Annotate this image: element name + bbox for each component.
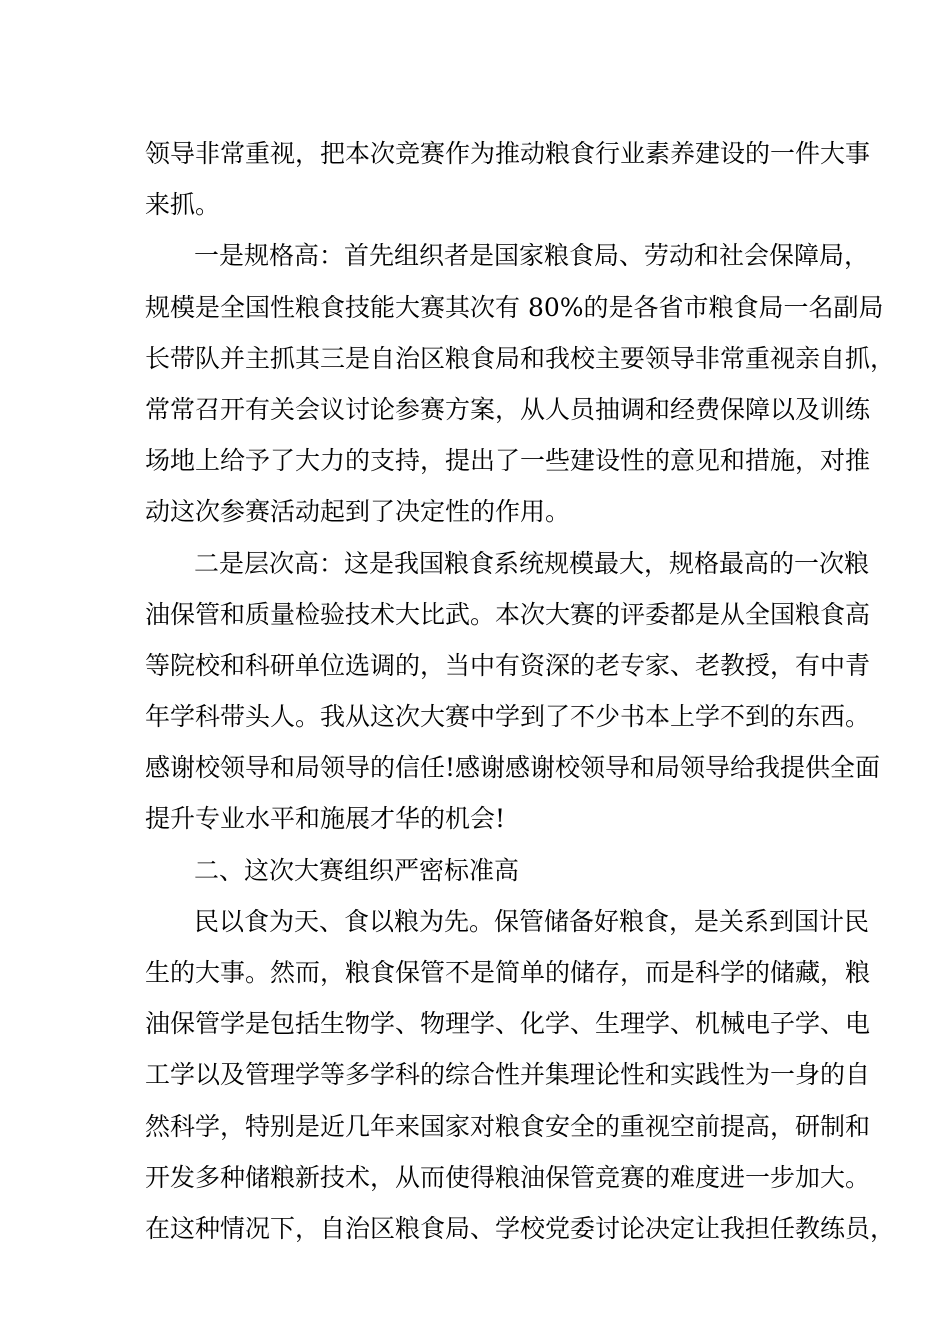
text-line: 在这种情况下，自治区粮食局、学校党委讨论决定让我担任教练员， — [145, 1213, 896, 1243]
paragraph-3 — [145, 538, 881, 845]
text-line: 油保管学是包括生物学、物理学、化学、生理学、机械电子学、电 — [145, 1009, 871, 1039]
text-line: 一是规格高：首先组织者是国家粮食局、劳动和社会保障局， — [194, 241, 870, 271]
section-heading — [145, 845, 825, 896]
paragraph-2 — [145, 230, 896, 537]
text-line: 二是层次高：这是我国粮食系统规模最大，规格最高的一次粮 — [194, 548, 870, 578]
text-line: 领导非常重视，把本次竞赛作为推动粮食行业素养建设的一件大事 — [145, 139, 871, 168]
text-line: 民以食为天、食以粮为先。保管储备好粮食，是关系到国计民 — [194, 906, 870, 936]
document-body — [145, 128, 896, 1254]
text-line: 然科学，特别是近几年来国家对粮食安全的重视空前提高，研制和 — [145, 1111, 871, 1141]
text-line: 二、这次大赛组织严密标准高 — [194, 855, 520, 885]
text-line: 来抓。 — [145, 190, 221, 220]
text-line: 工学以及管理学等多学科的综合性并集理论性和实践性为一身的自 — [145, 1060, 871, 1090]
text-line: 年学科带头人。我从这次大赛中学到了不少书本上学不到的东西。 — [145, 702, 871, 732]
text-line: 感谢校领导和局领导的信任!感谢感谢校领导和局领导给我提供全面 — [145, 753, 881, 783]
paragraph-1 — [145, 128, 871, 230]
text-line: 常常召开有关会议讨论参赛方案，从人员抽调和经费保障以及训练 — [145, 394, 871, 424]
text-line: 生的大事。然而，粮食保管不是简单的储存，而是科学的储藏，粮 — [145, 958, 871, 987]
text-line: 场地上给予了大力的支持，提出了一些建设性的意见和措施，对推 — [145, 446, 871, 476]
text-line: 长带队并主抓其三是自治区粮食局和我校主要领导非常重视亲自抓， — [145, 343, 896, 373]
text-line: 油保管和质量检验技术大比武。本次大赛的评委都是从全国粮食高 — [145, 599, 871, 629]
text-line: 开发多种储粮新技术，从而使得粮油保管竞赛的难度进一步加大。 — [145, 1162, 871, 1192]
paragraph-5 — [145, 896, 896, 1254]
text-line: 提升专业水平和施展才华的机会! — [145, 804, 506, 834]
text-line: 规模是全国性粮食技能大赛其次有 80%的是各省市粮食局一名副局 — [145, 292, 884, 322]
text-line: 动这次参赛活动起到了决定性的作用。 — [145, 497, 571, 527]
text-line: 等院校和科研单位选调的，当中有资深的老专家、老教授，有中青 — [145, 650, 871, 680]
